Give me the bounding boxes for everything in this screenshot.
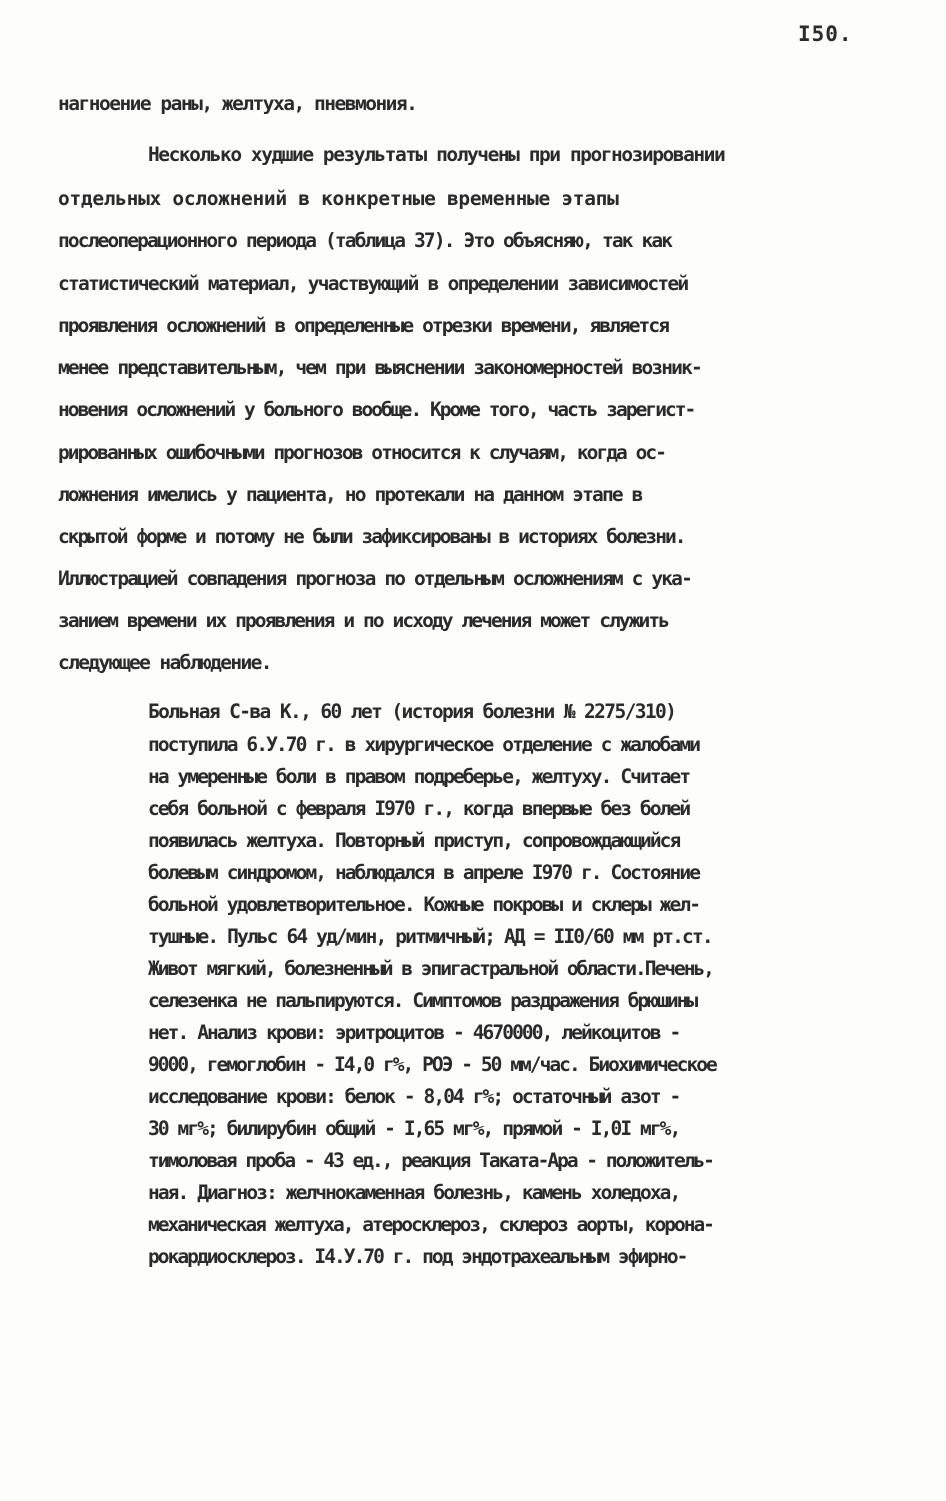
text-line: ная. Диагноз: желчнокаменная болезнь, камень холедоха, bbox=[148, 1181, 680, 1204]
text-line: занием времени их проявления и по исходу лечения может служить bbox=[58, 609, 669, 632]
text-line: отдельных осложнений в конкретные временные этапы bbox=[58, 187, 619, 210]
text-line: проявления осложнений в определенные отрезки времени, является bbox=[58, 314, 669, 337]
text-line: рированных ошибочными прогнозов относится к случаям, когда ос- bbox=[58, 441, 665, 464]
text-line: нет. Анализ крови: эритроцитов - 4670000, лейкоцитов - bbox=[148, 1021, 680, 1044]
text-line: следующее наблюдение. bbox=[58, 651, 271, 674]
text-line: Несколько худшие результаты получены при прогнозировании bbox=[148, 143, 725, 166]
text-line: Иллюстрацией совпадения прогноза по отдельным осложнениям с ука- bbox=[58, 567, 691, 590]
text-line: на умеренные боли в правом подреберье, желтуху. Считает bbox=[148, 765, 690, 788]
text-line: новения осложнений у больного вообще. Кроме того, часть зарегист- bbox=[58, 398, 695, 421]
text-line: селезенка не пальпируются. Симптомов раздражения брюшины bbox=[148, 989, 697, 1012]
text-line: статистический материал, участвующий в определении зависимостей bbox=[58, 272, 688, 295]
text-line: появилась желтуха. Повторный приступ, сопровождающийся bbox=[148, 829, 680, 852]
text-line: нагноение раны, желтуха, пневмония. bbox=[58, 92, 417, 115]
text-line: себя больной с февраля I970 г., когда впервые без болей bbox=[148, 797, 690, 820]
text-line: поступила 6.У.70 г. в хирургическое отделение с жалобами bbox=[148, 733, 700, 756]
text-line: механическая желтуха, атеросклероз, склероз аорты, корона- bbox=[148, 1213, 713, 1236]
text-line: исследование крови: белок - 8,04 г%; остаточный азот - bbox=[148, 1085, 680, 1108]
text-line: болевым синдромом, наблюдался в апреле I970 г. Состояние bbox=[148, 861, 700, 884]
text-line: скрытой форме и потому не были зафиксированы в историях болезни. bbox=[58, 525, 685, 548]
text-line: тушные. Пульс 64 уд/мин, ритмичный; АД = II0/60 мм рт.ст. bbox=[148, 925, 712, 948]
text-line: Больная С-ва К., 60 лет (история болезни № 2275/310) bbox=[148, 700, 676, 723]
text-line: Живот мягкий, болезненный в эпигастральной области.Печень, bbox=[148, 957, 713, 980]
text-line: больной удовлетворительное. Кожные покровы и склеры жел- bbox=[148, 893, 700, 916]
text-line: менее представительным, чем при выяснении закономерностей возник- bbox=[58, 356, 701, 379]
text-line: 9000, гемоглобин - I4,0 г%, РОЭ - 50 мм/час. Биохимическое bbox=[148, 1053, 716, 1076]
text-line: рокардиосклероз. I4.У.70 г. под эндотрахеальным эфирно- bbox=[148, 1245, 687, 1268]
text-line: 30 мг%; билирубин общий - I,65 мг%, прямой - I,0I мг%, bbox=[148, 1117, 680, 1140]
text-line: тимоловая проба - 43 ед., реакция Таката-Ара - положитель- bbox=[148, 1149, 713, 1172]
text-line: послеоперационного периода (таблица 37). Это объясняю, так как bbox=[58, 229, 672, 252]
page-number: I50. bbox=[798, 22, 853, 46]
text-line: ложнения имелись у пациента, но протекали на данном этапе в bbox=[58, 483, 642, 506]
